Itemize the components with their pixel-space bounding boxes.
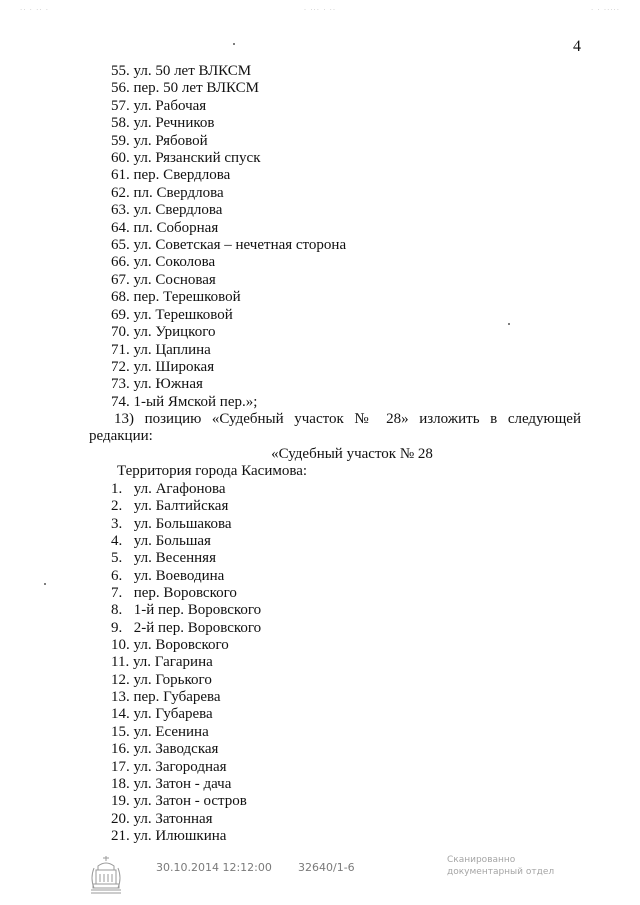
territory-heading: Территория города Касимова: xyxy=(117,463,308,479)
list-item-text: ул. Большая xyxy=(133,533,211,550)
list-item: 60. ул. Рязанский спуск xyxy=(111,150,261,167)
list-item: 62. пл. Свердлова xyxy=(111,184,224,201)
list-item xyxy=(111,602,261,619)
list-item-number: 17. xyxy=(111,758,130,775)
scan-header-marks xyxy=(20,4,620,14)
list-item xyxy=(111,533,261,550)
list-item-text: ул. Агафонова xyxy=(133,481,226,497)
list-item xyxy=(111,811,261,828)
list-item: 58. ул. Речников xyxy=(111,115,215,132)
list-item-number: 4. xyxy=(111,533,123,550)
list-item-number: 6. xyxy=(111,567,123,584)
list-item xyxy=(111,498,261,515)
list-item xyxy=(111,585,261,602)
street-list-continued xyxy=(111,63,346,411)
list-item-number: 8. xyxy=(111,602,123,619)
list-item-text: ул. Заводская xyxy=(133,741,219,758)
list-item: 55. ул. 50 лет ВЛКСМ xyxy=(111,63,252,79)
archive-stamp xyxy=(447,854,554,878)
list-item-text: ул. Загородная xyxy=(133,758,227,775)
list-item xyxy=(111,550,261,567)
list-item xyxy=(111,724,261,741)
list-item: 64. пл. Соборная xyxy=(111,219,219,236)
list-item-number: 14. xyxy=(111,706,130,723)
list-item: 73. ул. Южная xyxy=(111,376,203,393)
list-item: 69. ул. Терешковой xyxy=(111,306,233,323)
list-item: 59. ул. Рябовой xyxy=(111,132,208,149)
archive-stamp-line-2: документарный отдел xyxy=(447,867,555,877)
list-item: 71. ул. Цаплина xyxy=(111,341,211,358)
coat-of-arms-emblem-icon xyxy=(88,854,124,898)
amendment-line-1: 13) позицию «Судебный участок № 28» изложить в следующей xyxy=(114,411,581,427)
list-item-text: ул. Илюшкина xyxy=(133,827,227,844)
list-item: 56. пер. 50 лет ВЛКСМ xyxy=(111,80,259,97)
registration-footer xyxy=(0,854,640,899)
scan-mark-right: . . ..... xyxy=(590,4,620,12)
amendment-line-2: редакции: xyxy=(89,428,153,444)
list-item-text: ул. Гагарина xyxy=(132,654,213,671)
scan-speck xyxy=(44,583,46,585)
list-item: 61. пер. Свердлова xyxy=(111,167,231,184)
list-item-text: ул. Балтийская xyxy=(133,498,229,515)
list-item-number: 16. xyxy=(111,741,130,758)
list-item-number: 15. xyxy=(111,723,130,740)
list-item xyxy=(111,793,261,810)
list-item xyxy=(111,516,261,533)
list-item-text: ул. Горького xyxy=(133,671,212,688)
registration-number: 32640/1-6 xyxy=(298,861,355,874)
section-title xyxy=(0,446,640,463)
scan-speck xyxy=(233,43,235,45)
list-item xyxy=(111,828,261,845)
list-item: 68. пер. Терешковой xyxy=(111,289,241,306)
list-item: 57. ул. Рабочая xyxy=(111,97,207,114)
list-item: 67. ул. Сосновая xyxy=(111,271,216,288)
archive-stamp-line-1: Сканированно xyxy=(447,855,516,865)
list-item-number: 18. xyxy=(111,775,130,792)
list-item: 74. 1-ый Ямской пер.»; xyxy=(111,393,258,410)
list-item xyxy=(111,759,261,776)
list-item xyxy=(111,672,261,689)
section-title-text: «Судебный участок № 28 xyxy=(271,446,433,462)
list-item xyxy=(111,637,261,654)
list-item-text: ул. Весенняя xyxy=(133,550,216,567)
list-item xyxy=(111,689,261,706)
list-item-text: ул. Затонная xyxy=(133,810,213,827)
list-item-number: 7. xyxy=(111,585,123,602)
list-item: 72. ул. Широкая xyxy=(111,358,215,375)
list-item-text: ул. Затон - дача xyxy=(133,775,232,792)
list-item-text: ул. Губарева xyxy=(133,706,213,723)
scan-mark-middle: . ... . .. xyxy=(303,4,337,12)
street-list-28 xyxy=(111,481,261,845)
page-number: 4 xyxy=(573,38,581,55)
list-item: 65. ул. Советская – нечетная сторона xyxy=(111,237,347,254)
list-item-number: 2. xyxy=(111,498,123,515)
list-item-text: ул. Большакова xyxy=(133,515,232,532)
list-item-text: пер. Губарева xyxy=(133,689,221,706)
list-item: 66. ул. Соколова xyxy=(111,254,216,271)
list-item-number: 20. xyxy=(111,810,130,827)
list-item-number: 21. xyxy=(111,827,130,844)
list-item-number: 19. xyxy=(111,793,130,810)
list-item-text: ул. Воеводина xyxy=(133,567,225,584)
list-item-text: ул. Воровского xyxy=(133,637,229,654)
list-item-number: 12. xyxy=(111,671,130,688)
list-item-text: 2-й пер. Воровского xyxy=(133,619,262,636)
list-item-number: 13. xyxy=(111,689,130,706)
list-item xyxy=(111,776,261,793)
list-item-text: ул. Затон - остров xyxy=(133,793,247,810)
list-item-number: 5. xyxy=(111,550,123,567)
list-item-number: 3. xyxy=(111,515,123,532)
scan-mark-left: .. . .. . xyxy=(20,4,50,12)
list-item xyxy=(111,706,261,723)
list-item-text: пер. Воровского xyxy=(133,585,237,602)
registration-date: 30.10.2014 12:12:00 xyxy=(156,861,272,874)
list-item xyxy=(111,620,261,637)
list-item xyxy=(111,481,261,498)
amendment-paragraph xyxy=(89,411,581,445)
list-item xyxy=(111,568,261,585)
list-item-number: 1. xyxy=(111,481,123,497)
list-item xyxy=(111,654,261,671)
list-item-text: 1-й пер. Воровского xyxy=(133,602,262,619)
list-item-number: 9. xyxy=(111,619,123,636)
scan-speck xyxy=(508,323,510,325)
list-item: 63. ул. Свердлова xyxy=(111,202,223,219)
list-item-number: 11. xyxy=(111,654,130,671)
list-item-text: ул. Есенина xyxy=(133,723,209,740)
list-item: 70. ул. Урицкого xyxy=(111,324,216,341)
list-item xyxy=(111,741,261,758)
list-item-number: 10. xyxy=(111,637,130,654)
